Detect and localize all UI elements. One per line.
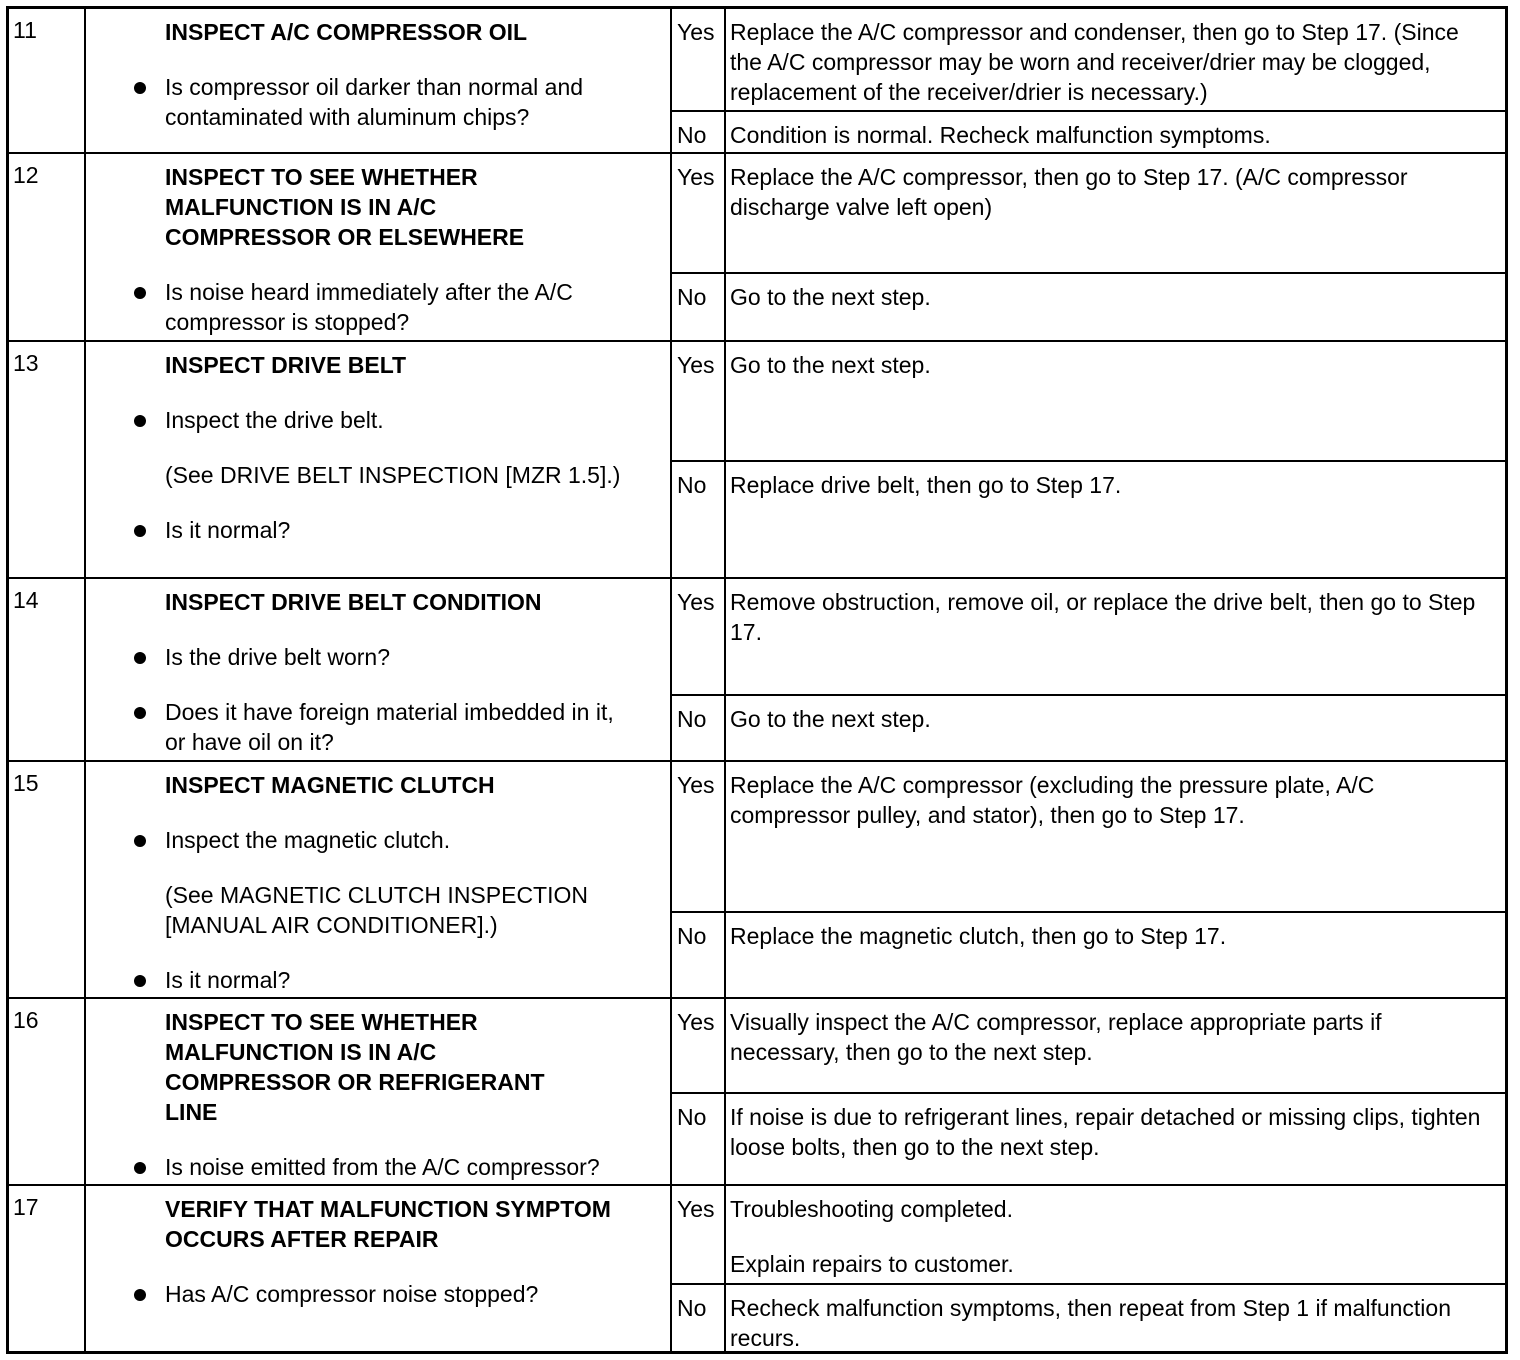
no-answer [672, 460, 1505, 579]
bullet-item: Inspect the magnetic clutch. [165, 825, 645, 855]
no-label: No [677, 923, 707, 949]
bullet-item: Is noise emitted from the A/C compressor? [165, 1152, 655, 1182]
yes-label: Yes [677, 1009, 715, 1035]
no-answer [672, 110, 1505, 152]
column-divider [84, 999, 86, 1184]
yes-action-line: Troubleshooting completed. [730, 1196, 1013, 1222]
troubleshooting-table [6, 6, 1508, 1354]
no-action: Recheck malfunction symptoms, then repeat from Step 1 if malfunction recurs. [730, 1295, 1451, 1351]
no-label: No [677, 1295, 707, 1321]
yes-action: Replace the A/C compressor (excluding the pressure plate, A/C compressor pulley, and stator), then go to Step 17. [730, 772, 1375, 828]
step-number: 14 [13, 587, 39, 613]
column-divider [84, 1186, 86, 1351]
bullet-item: Is it normal? [165, 965, 645, 995]
no-answer [672, 1092, 1505, 1186]
bullet-item: Is the drive belt worn? [165, 642, 635, 672]
step-check [165, 1007, 600, 1182]
column-divider [84, 579, 86, 760]
step-row [9, 760, 1505, 997]
yes-action: Go to the next step. [730, 352, 931, 378]
no-label: No [677, 1104, 707, 1130]
step-row [9, 997, 1505, 1184]
no-action: Go to the next step. [730, 706, 931, 732]
yes-answer [672, 154, 1505, 272]
column-divider [84, 762, 86, 997]
step-heading: INSPECT TO SEE WHETHER MALFUNCTION IS IN A/C COMPRESSOR OR ELSEWHERE [165, 164, 525, 250]
no-action: Go to the next step. [730, 284, 931, 310]
bullet-item: Is compressor oil darker than normal and contaminated with aluminum chips? [165, 72, 645, 132]
yes-answer [672, 999, 1505, 1092]
yes-action-line: Explain repairs to customer. [730, 1251, 1014, 1277]
reference-note: (See DRIVE BELT INSPECTION [MZR 1.5].) [165, 462, 621, 488]
no-label: No [677, 122, 707, 148]
yes-label: Yes [677, 352, 715, 378]
step-check [165, 162, 573, 337]
yes-label: Yes [677, 19, 715, 45]
no-label: No [677, 472, 707, 498]
yes-label: Yes [677, 589, 715, 615]
yes-action: Remove obstruction, remove oil, or replace the drive belt, then go to Step 17. [730, 589, 1476, 645]
step-row [9, 9, 1505, 152]
step-row [9, 340, 1505, 577]
yes-action: Replace the A/C compressor and condenser, then go to Step 17. (Since the A/C compressor may be worn and receiver/drier may be clogged, replacement of the receiver/drier is necessary.) [730, 19, 1459, 105]
step-number: 17 [13, 1194, 39, 1220]
no-answer [672, 694, 1505, 762]
column-divider [84, 342, 86, 577]
no-label: No [677, 706, 707, 732]
step-number: 13 [13, 350, 39, 376]
yes-label: Yes [677, 1196, 715, 1222]
yes-answer [672, 762, 1505, 911]
step-heading: INSPECT MAGNETIC CLUTCH [165, 772, 495, 798]
step-number: 16 [13, 1007, 39, 1033]
no-action: If noise is due to refrigerant lines, repair detached or missing clips, tighten loose bolts, then go to the next step. [730, 1104, 1481, 1160]
no-action: Condition is normal. Recheck malfunction symptoms. [730, 122, 1271, 148]
step-heading: INSPECT DRIVE BELT [165, 352, 407, 378]
step-check [165, 350, 625, 545]
step-check [165, 1194, 615, 1309]
step-check [165, 17, 645, 132]
no-answer [672, 272, 1505, 342]
yes-label: Yes [677, 772, 715, 798]
no-answer [672, 1283, 1505, 1353]
bullet-item: Is noise heard immediately after the A/C compressor is stopped? [165, 277, 625, 337]
reference-note: (See MAGNETIC CLUTCH INSPECTION [MANUAL AIR CONDITIONER].) [165, 882, 588, 938]
column-divider [84, 9, 86, 152]
step-number: 11 [13, 17, 37, 43]
bullet-item: Is it normal? [165, 515, 625, 545]
yes-answer [672, 9, 1505, 110]
step-check [165, 770, 645, 995]
bullet-item: Has A/C compressor noise stopped? [165, 1279, 615, 1309]
column-divider [84, 154, 86, 340]
no-label: No [677, 284, 707, 310]
bullet-item: Does it have foreign material imbedded in it, or have oil on it? [165, 697, 635, 757]
step-check [165, 587, 635, 757]
step-row [9, 577, 1505, 760]
yes-label: Yes [677, 164, 715, 190]
step-number: 15 [13, 770, 39, 796]
no-action: Replace drive belt, then go to Step 17. [730, 472, 1122, 498]
yes-answer [672, 1186, 1505, 1283]
no-action: Replace the magnetic clutch, then go to Step 17. [730, 923, 1227, 949]
yes-answer [672, 342, 1505, 460]
yes-action: Replace the A/C compressor, then go to Step 17. (A/C compressor discharge valve left open) [730, 164, 1408, 220]
step-heading: INSPECT DRIVE BELT CONDITION [165, 589, 542, 615]
yes-action [730, 1194, 1495, 1279]
step-row [9, 152, 1505, 340]
step-heading: VERIFY THAT MALFUNCTION SYMPTOM OCCURS AFTER REPAIR [165, 1196, 611, 1252]
step-heading: INSPECT A/C COMPRESSOR OIL [165, 19, 528, 45]
step-row [9, 1184, 1505, 1351]
step-heading: INSPECT TO SEE WHETHER MALFUNCTION IS IN A/C COMPRESSOR OR REFRIGERANT LINE [165, 1009, 545, 1125]
yes-action: Visually inspect the A/C compressor, replace appropriate parts if necessary, then go to the next step. [730, 1009, 1382, 1065]
bullet-item: Inspect the drive belt. [165, 405, 625, 435]
no-answer [672, 911, 1505, 999]
yes-answer [672, 579, 1505, 694]
step-number: 12 [13, 162, 39, 188]
